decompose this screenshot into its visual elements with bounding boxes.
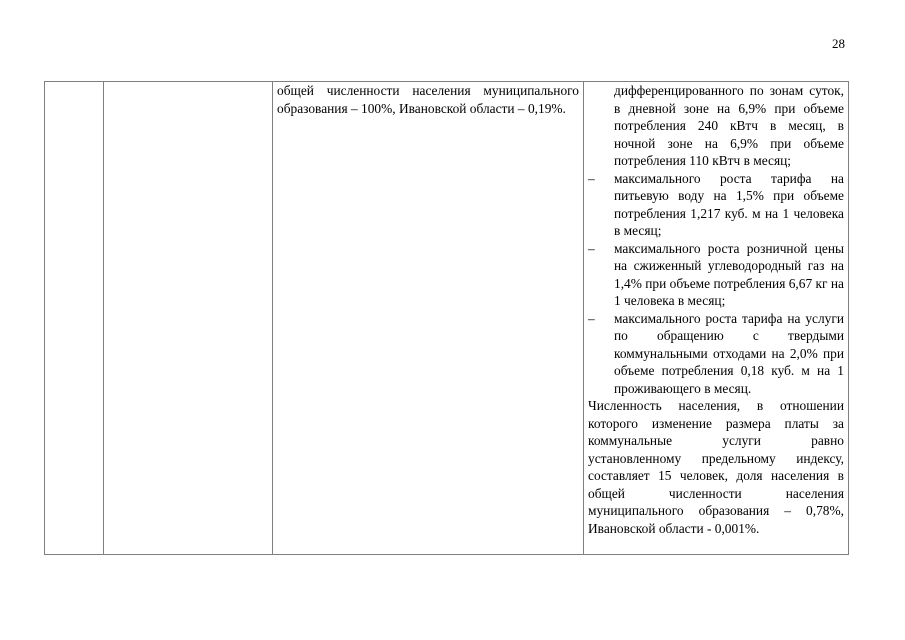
- list-item-text: максимального роста тарифа на питьевую воду на 1,5% при объеме потребления 1,217 куб. м на 1 человека в месяц;: [614, 170, 844, 238]
- table-row: [45, 82, 849, 555]
- description-closing: Численность населения, в отношении которого изменение размера платы за коммунальные услуги равно установленному предельному индексу, составляет 15 человек, доля населения в общей численности населения муниципального образования – 0,78%, Ивановской области - 0,001%.: [588, 398, 844, 536]
- document-table: [44, 81, 849, 555]
- list-item: [588, 310, 844, 398]
- list-item-text: максимального роста розничной цены на сжиженный углеводородный газ на 1,4% при объеме потребления 6,67 кг на 1 человека в месяц;: [614, 240, 844, 308]
- table-cell-share: общей численности населения муниципального образования – 100%, Ивановской области – 0,19%.: [273, 82, 584, 555]
- list-item: [588, 170, 844, 240]
- dash-marker: –: [588, 170, 595, 186]
- dash-marker: –: [588, 240, 595, 256]
- table-cell-number: [45, 82, 104, 555]
- bullet-list: [588, 170, 844, 398]
- description-intro: дифференцированного по зонам суток, в дневной зоне на 6,9% при объеме потребления 240 кВтч в месяц, в ночной зоне на 6,9% при объеме потребления 110 кВтч в месяц;: [614, 83, 844, 168]
- page-number: 28: [832, 36, 845, 51]
- dash-marker: –: [588, 310, 595, 326]
- list-item-text: максимального роста тарифа на услуги по обращению с твердыми коммунальными отходами на 2,0% при объеме потребления 0,18 куб. м на 1 проживающего в месяц.: [614, 310, 844, 396]
- table-cell-description: [584, 82, 849, 555]
- list-item: [588, 240, 844, 310]
- table-cell-name: [104, 82, 273, 555]
